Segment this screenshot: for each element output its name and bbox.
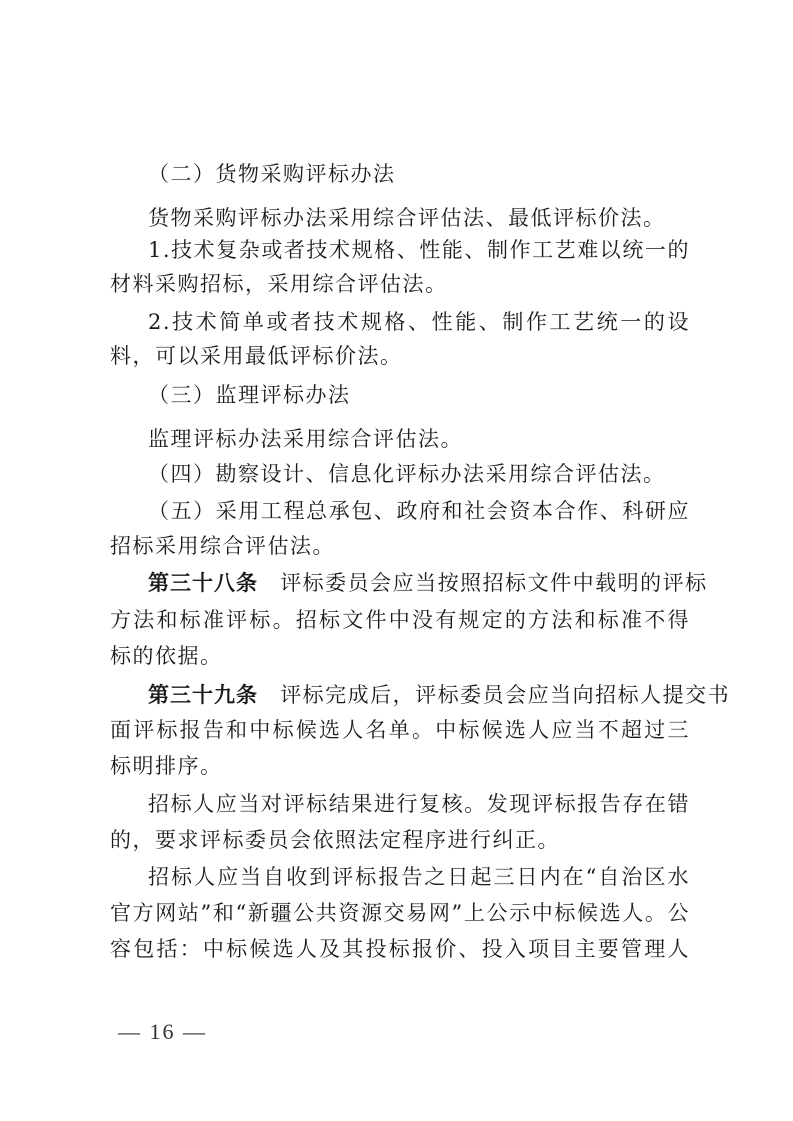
article-38-heading: 第三十八条 bbox=[148, 571, 258, 595]
paragraph-text: 标的依据。 bbox=[110, 644, 223, 668]
paragraph-text: 招标人应当自收到评标报告之日起三日内在“自治区水 bbox=[148, 865, 690, 889]
paragraph-text: 面评标报告和中标候选人名单。中标候选人应当不超过三 bbox=[110, 718, 690, 742]
paragraph-text: 材料采购招标，采用综合评估法。 bbox=[110, 272, 448, 296]
article-39-text: 评标完成后，评标委员会应当向招标人提交书 bbox=[280, 683, 731, 707]
paragraph-text: 监理评标办法采用综合评估法。 bbox=[148, 427, 463, 451]
paragraph-text: 货物采购评标办法采用综合评估法、最低评标价法。 bbox=[148, 206, 666, 230]
paragraph-text: 官方网站”和“新疆公共资源交易网”上公示中标候选人。公 bbox=[110, 901, 690, 925]
page-number: — 16 — bbox=[118, 1019, 207, 1044]
paragraph-text: 招标人应当对评标结果进行复核。发现评标报告存在错 bbox=[148, 792, 690, 816]
article-38-text: 评标委员会应当按照招标文件中载明的评标 bbox=[280, 571, 708, 595]
paragraph-text: 标明排序。 bbox=[110, 754, 223, 778]
article-39-heading: 第三十九条 bbox=[148, 683, 258, 707]
heading-goods-procurement: （二）货物采购评标办法 bbox=[148, 162, 396, 186]
paragraph-text: （五）采用工程总承包、政府和社会资本合作、科研应 bbox=[148, 499, 690, 523]
paragraph-text: 的，要求评标委员会依照法定程序进行纠正。 bbox=[110, 828, 560, 852]
paragraph-text: 2.技术简单或者技术规格、性能、制作工艺统一的设 bbox=[148, 310, 690, 334]
article-39-first-line bbox=[148, 681, 731, 709]
paragraph-text: 1.技术复杂或者技术规格、性能、制作工艺难以统一的 bbox=[148, 238, 690, 262]
article-38-first-line bbox=[148, 569, 708, 597]
paragraph-text: 招标采用综合评估法。 bbox=[110, 534, 335, 558]
paragraph-text: 方法和标准评标。招标文件中没有规定的方法和标准不得 bbox=[110, 608, 690, 632]
paragraph-text: 料，可以采用最低评标价法。 bbox=[110, 344, 403, 368]
paragraph-text: 容包括：中标候选人及其投标报价、投入项目主要管理人 bbox=[110, 937, 690, 961]
heading-supervision: （三）监理评标办法 bbox=[148, 383, 351, 407]
paragraph-text: （四）勘察设计、信息化评标办法采用综合评估法。 bbox=[148, 462, 666, 486]
